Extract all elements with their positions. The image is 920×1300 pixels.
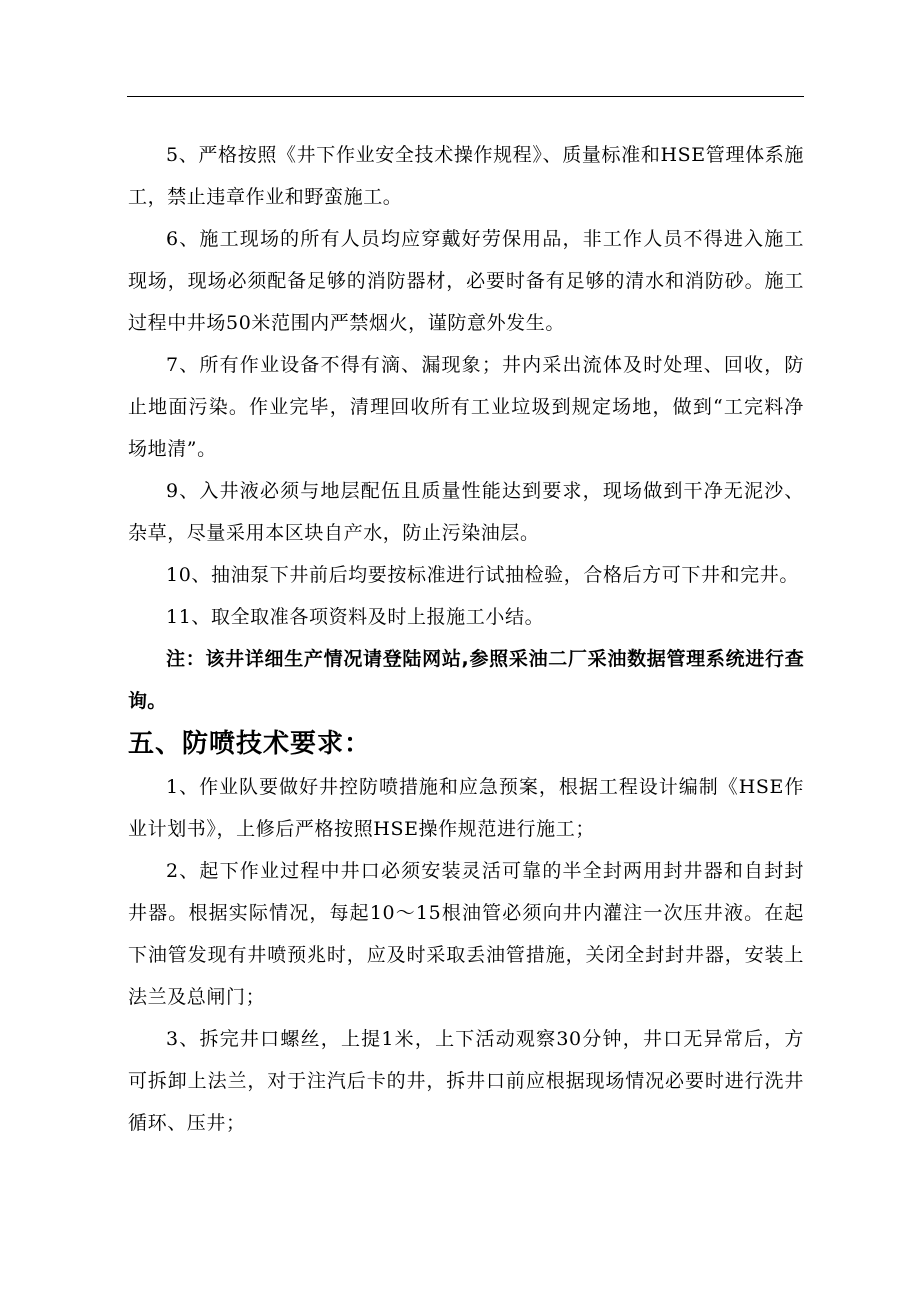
paragraph-blowout-3: 3、拆完井口螺丝，上提1米，上下活动观察30分钟，井口无异常后，方可拆卸上法兰，对于注汽后卡的井，拆井口前应根据现场情况必要时进行洗井循环、压井； (128, 1028, 804, 1134)
paragraph-blowout-2: 2、起下作业过程中井口必须安装灵活可靠的半全封两用封井器和自封封井器。根据实际情况，每起10～15根油管必须向井内灌注一次压井液。在起下油管发现有井喷预兆时，应及时采取丢油管措施，关闭全封封井器，安装上法兰及总闸门； (128, 860, 804, 1008)
paragraph-blowout-1: 1、作业队要做好井控防喷措施和应急预案，根据工程设计编制《HSE作业计划书》，上修后严格按照HSE操作规范进行施工； (128, 776, 804, 840)
paragraph-item-10: 10、抽油泵下井前后均要按标准进行试抽检验，合格后方可下井和完井。 (166, 564, 799, 586)
header-rule (127, 96, 804, 97)
paragraph-item-5: 5、严格按照《井下作业安全技术操作规程》、质量标准和HSE管理体系施工，禁止违章作业和野蛮施工。 (128, 144, 804, 208)
note-paragraph: 注：该井详细生产情况请登陆网站,参照采油二厂采油数据管理系统进行查询。 (128, 648, 804, 712)
paragraph-item-9: 9、入井液必须与地层配伍且质量性能达到要求，现场做到干净无泥沙、杂草，尽量采用本区块自产水，防止污染油层。 (128, 480, 804, 544)
paragraph-item-7: 7、所有作业设备不得有滴、漏现象；井内采出流体及时处理、回收，防止地面污染。作业完毕，清理回收所有工业垃圾到规定场地，做到“工完料净场地清”。 (128, 354, 804, 460)
document-body (128, 134, 804, 1144)
paragraph-item-11: 11、取全取准各项资料及时上报施工小结。 (166, 606, 545, 628)
section-heading: 五、防喷技术要求： (128, 729, 372, 759)
paragraph-item-6: 6、施工现场的所有人员均应穿戴好劳保用品，非工作人员不得进入施工现场，现场必须配备足够的消防器材，必要时备有足够的清水和消防砂。施工过程中井场50米范围内严禁烟火，谨防意外发生。 (128, 228, 804, 334)
